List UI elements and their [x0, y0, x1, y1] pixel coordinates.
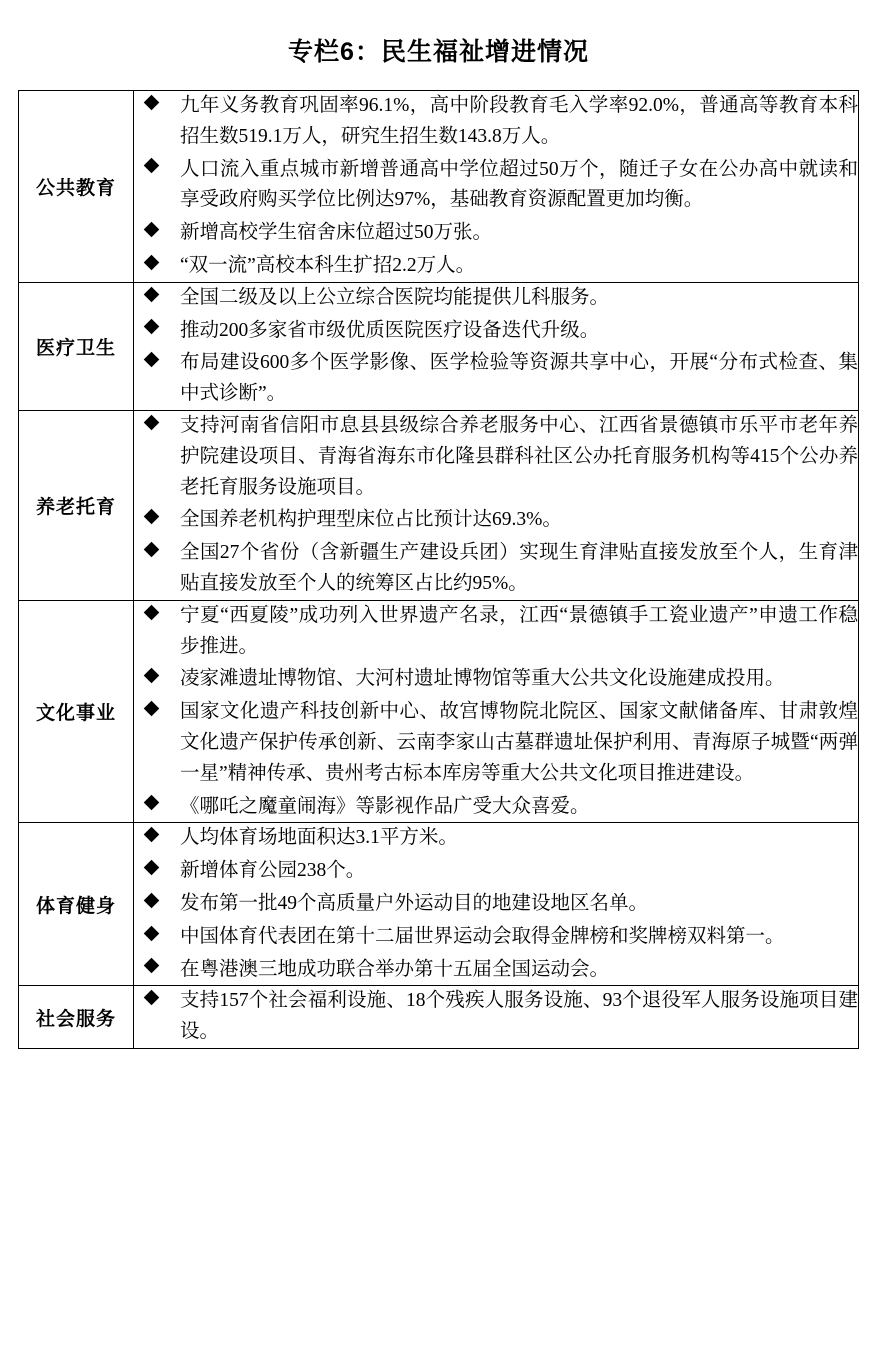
category-label: 养老托育 [19, 410, 134, 600]
item-list [134, 91, 858, 282]
category-content [134, 823, 859, 986]
table-row [19, 282, 859, 410]
list-item [134, 251, 858, 282]
category-content [134, 91, 859, 283]
list-item-text: 全国27个省份（含新疆生产建设兵团）实现生育津贴直接发放至个人，生育津贴直接发放至个人的统筹区占比约95%。 [180, 542, 858, 594]
list-item [134, 411, 858, 503]
list-item-text: 国家文化遗产科技创新中心、故宫博物院北院区、国家文献储备库、甘肃敦煌文化遗产保护传承创新、云南李家山古墓群遗址保护利用、青海原子城暨“两弹一星”精神传承、贵州考古标本库房等重大公共文化项目推进建设。 [180, 701, 858, 784]
category-label: 社会服务 [19, 986, 134, 1049]
diamond-bullet-icon [144, 958, 160, 974]
list-item-text: 在粤港澳三地成功联合举办第十五届全国运动会。 [180, 958, 610, 980]
diamond-bullet-icon [144, 542, 160, 558]
diamond-bullet-icon [144, 701, 160, 717]
list-item-text: 人口流入重点城市新增普通高中学位超过50万个，随迁子女在公办高中就读和享受政府购买学位比例达97%，基础教育资源配置更加均衡。 [180, 158, 858, 211]
item-list [134, 986, 858, 1048]
list-item [134, 986, 858, 1048]
list-item [134, 218, 858, 249]
list-item-text: 全国养老机构护理型床位占比预计达69.3%。 [180, 509, 562, 531]
category-label: 文化事业 [19, 600, 134, 823]
list-item-text: 推动200多家省市级优质医院医疗设备迭代升级。 [180, 319, 600, 341]
diamond-bullet-icon [144, 255, 160, 271]
list-item-text: “双一流”高校本科生扩招2.2万人。 [180, 254, 476, 276]
diamond-bullet-icon [144, 352, 160, 368]
category-label: 体育健身 [19, 823, 134, 986]
category-label: 公共教育 [19, 91, 134, 283]
list-item [134, 155, 858, 217]
diamond-bullet-icon [144, 319, 160, 335]
list-item-text: 布局建设600多个医学影像、医学检验等资源共享中心，开展“分布式检查、集中式诊断”。 [180, 352, 858, 405]
list-item [134, 664, 858, 695]
diamond-bullet-icon [144, 604, 160, 620]
category-content [134, 410, 859, 600]
welfare-table [18, 90, 859, 1049]
category-content [134, 600, 859, 823]
list-item-text: 新增体育公园238个。 [180, 860, 366, 882]
list-item [134, 538, 858, 600]
list-item-text: 发布第一批49个高质量户外运动目的地建设地区名单。 [180, 892, 649, 914]
list-item-text: 支持河南省信阳市息县县级综合养老服务中心、江西省景德镇市乐平市老年养护院建设项目、青海省海东市化隆县群科社区公办托育服务机构等415个公办养老托育服务设施项目。 [180, 414, 858, 498]
item-list [134, 823, 858, 985]
list-item [134, 955, 858, 986]
item-list [134, 601, 858, 823]
list-item-text: 《哪吒之魔童闹海》等影视作品广受大众喜爱。 [180, 795, 590, 817]
list-item [134, 505, 858, 536]
list-item [134, 283, 858, 314]
diamond-bullet-icon [144, 95, 160, 111]
item-list [134, 283, 858, 410]
list-item [134, 856, 858, 887]
list-item [134, 316, 858, 347]
table-row [19, 823, 859, 986]
list-item-text: 新增高校学生宿舍床位超过50万张。 [180, 222, 493, 244]
table-row [19, 410, 859, 600]
diamond-bullet-icon [144, 668, 160, 684]
diamond-bullet-icon [144, 925, 160, 941]
list-item-text: 宁夏“西夏陵”成功列入世界遗产名录，江西“景德镇手工瓷业遗产”申遗工作稳步推进。 [180, 604, 858, 657]
diamond-bullet-icon [144, 990, 160, 1006]
diamond-bullet-icon [144, 795, 160, 811]
page-title: 专栏6：民生福祉增进情况 [288, 38, 589, 66]
table-body [19, 91, 859, 1049]
category-label: 医疗卫生 [19, 282, 134, 410]
table-row [19, 600, 859, 823]
diamond-bullet-icon [144, 286, 160, 302]
category-content [134, 986, 859, 1049]
list-item [134, 91, 858, 153]
list-item-text: 凌家滩遗址博物馆、大河村遗址博物馆等重大公共文化设施建成投用。 [180, 668, 785, 690]
list-item-text: 支持157个社会福利设施、18个残疾人服务设施、93个退役军人服务设施项目建设。 [180, 990, 858, 1043]
list-item-text: 九年义务教育巩固率96.1%，高中阶段教育毛入学率92.0%，普通高等教育本科招生数519.1万人，研究生招生数143.8万人。 [180, 95, 858, 147]
list-item-text: 中国体育代表团在第十二届世界运动会取得金牌榜和奖牌榜双料第一。 [180, 925, 785, 947]
table-row [19, 986, 859, 1049]
list-item [134, 348, 858, 410]
list-item [134, 889, 858, 920]
diamond-bullet-icon [144, 892, 160, 908]
diamond-bullet-icon [144, 860, 160, 876]
list-item [134, 601, 858, 663]
category-content [134, 282, 859, 410]
diamond-bullet-icon [144, 158, 160, 174]
table-row [19, 91, 859, 283]
list-item [134, 792, 858, 823]
list-item [134, 823, 858, 854]
list-item [134, 922, 858, 953]
diamond-bullet-icon [144, 509, 160, 525]
list-item-text: 人均体育场地面积达3.1平方米。 [180, 827, 458, 849]
list-item [134, 697, 858, 789]
diamond-bullet-icon [144, 827, 160, 843]
diamond-bullet-icon [144, 222, 160, 238]
list-item-text: 全国二级及以上公立综合医院均能提供儿科服务。 [180, 286, 610, 308]
item-list [134, 411, 858, 600]
diamond-bullet-icon [144, 415, 160, 431]
